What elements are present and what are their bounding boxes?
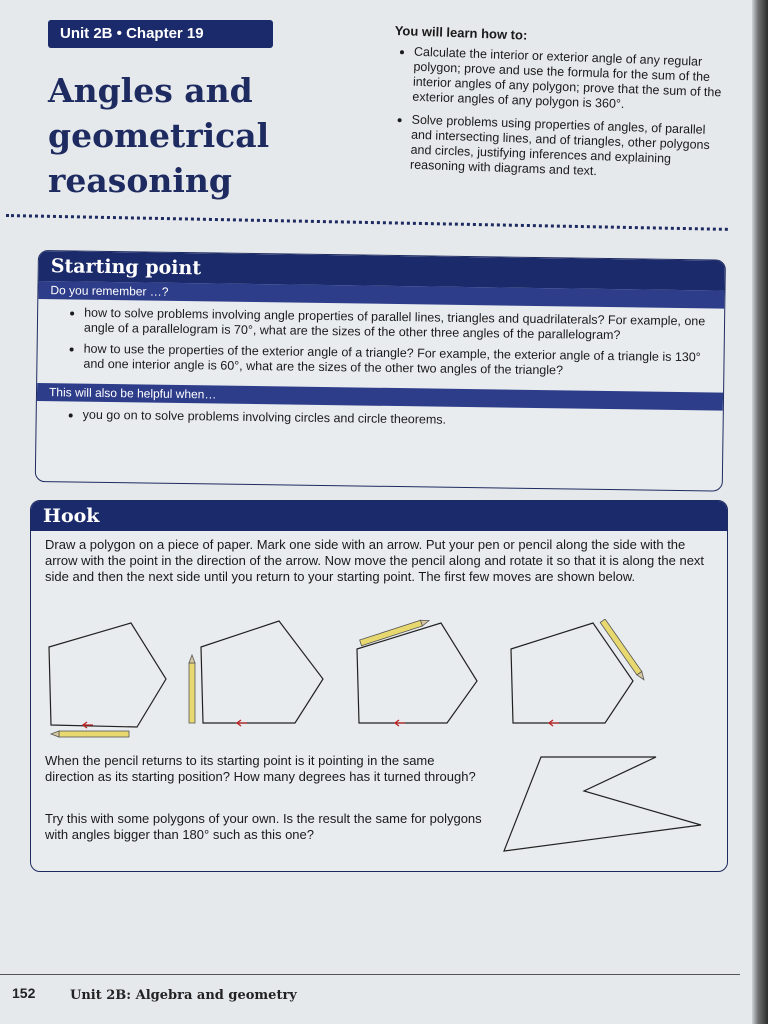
title-line: geometrical (48, 116, 270, 155)
footer-rule (0, 974, 740, 975)
learn-heading: You will learn how to: (394, 23, 528, 43)
polygon-figure-3 (357, 619, 477, 726)
hook-try-text: Try this with some polygons of your own. Is the result the same for polygons with angles bigger than 180° such as this one? (45, 811, 482, 842)
polygon-figure-1 (49, 623, 166, 737)
learning-objectives (390, 23, 730, 192)
page-number: 152 (12, 985, 36, 1001)
objective-item: • Solve problems using properties of angles, of parallel and intersecting lines, and of triangles, other polygons and circles, justifying inferences and explaining reasoning with diagrams and text. (410, 113, 727, 184)
hook-title: Hook (31, 501, 727, 531)
chapter-title (48, 68, 269, 203)
concave-polygon-diagram (496, 755, 716, 855)
hook-question: When the pencil returns to its starting point is it pointing in the same direction as its starting position? How many degrees has it turned through? (45, 753, 476, 784)
hook-intro: Draw a polygon on a piece of paper. Mark one side with an arrow. Put your pen or pencil along the side with the arrow with the point in the direction of the arrow. Now move the pencil along and rotate it so that it is along the next side and then the next side until you return to your starting point. The first few moves are shown below. (45, 537, 705, 584)
helpful-item: • you go on to solve problems involving circles and circle theorems. (83, 408, 711, 432)
objective-item: • Calculate the interior or exterior angle of any regular polygon; prove and use the formula for the sum of the interior angles of any polygon; prove that the sum of the exterior angles of any polygon is 360°. (412, 45, 729, 116)
pencil-rotation-diagrams (41, 619, 701, 747)
title-line: Angles and (48, 71, 253, 110)
starting-point-box (35, 250, 726, 492)
polygon-figure-4 (511, 619, 646, 726)
remember-label: Do you remember …? (38, 281, 724, 309)
book-edge-shadow (752, 0, 768, 1024)
helpful-label: This will also be helpful when… (37, 383, 723, 411)
polygon-figure-2 (189, 621, 323, 726)
title-line: reasoning (48, 161, 232, 200)
starting-point-title: Starting point (39, 251, 725, 291)
remember-item: • how to use the properties of the exterior angle of a triangle? For example, the exterior angle of a triangle is 130° and one interior angle is 60°, what are the sizes of the other two angles of the triangle? (83, 342, 711, 381)
remember-item: • how to solve problems involving angle properties of parallel lines, triangles and quadrilaterals? For example, one angle of a parallelogram is 70°, what are the sizes of the other three angles of the parallelogram? (84, 306, 712, 345)
dotted-divider (6, 214, 728, 231)
footer-unit-title: Unit 2B: Algebra and geometry (70, 988, 297, 1003)
unit-chapter-tag: Unit 2B • Chapter 19 (48, 20, 273, 48)
hook-box (30, 500, 728, 872)
